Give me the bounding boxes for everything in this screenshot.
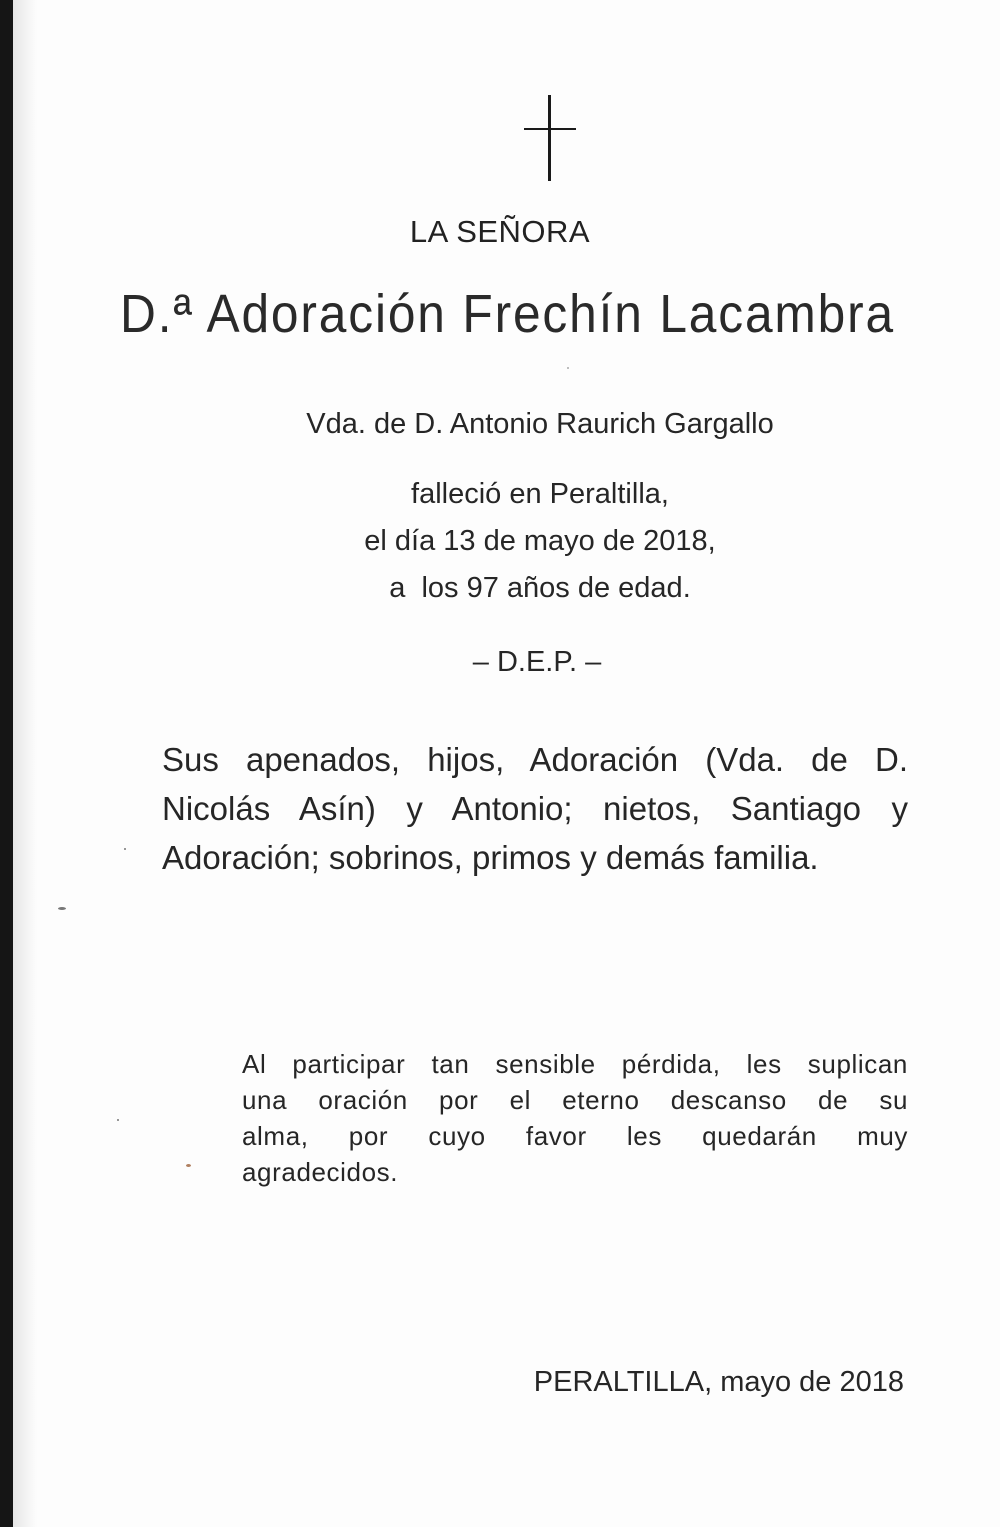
- prayer-line: alma, por cuyo favor les quedarán muy: [242, 1121, 908, 1151]
- paper-speck: [58, 907, 66, 910]
- widow-of: Vda. de D. Antonio Raurich Gargallo: [306, 408, 774, 440]
- prayer-paragraph: [242, 1046, 908, 1190]
- paper-speck: [567, 367, 569, 369]
- rip-line: – D.E.P. –: [472, 646, 602, 678]
- paper-speck: [117, 1119, 119, 1121]
- prayer-line: una oración por el eterno descanso de su: [242, 1085, 908, 1115]
- cross-icon: [524, 95, 576, 181]
- death-details: [0, 471, 1000, 612]
- prayer-line: agradecidos.: [242, 1157, 399, 1187]
- family-line: Sus apenados, hijos, Adoración (Vda. de D.: [162, 741, 908, 778]
- family-line: Adoración; sobrinos, primos y demás familia.: [162, 839, 819, 876]
- death-date: el día 13 de mayo de 2018,: [364, 525, 716, 557]
- deceased-name: D.ª Adoración Frechín Lacambra: [120, 284, 895, 344]
- cross-vertical-bar: [548, 95, 551, 181]
- death-age: a los 97 años de edad.: [389, 572, 691, 604]
- cross-horizontal-bar: [524, 128, 576, 130]
- paper-speck: [124, 848, 126, 850]
- title: LA SEÑORA: [409, 214, 591, 249]
- prayer-line: Al participar tan sensible pérdida, les suplican: [242, 1049, 908, 1079]
- family-paragraph: [162, 735, 908, 882]
- place-date-footer: PERALTILLA, mayo de 2018: [533, 1366, 904, 1398]
- paper-speck: [186, 1164, 191, 1167]
- death-place: falleció en Peraltilla,: [411, 478, 669, 510]
- family-line: Nicolás Asín) y Antonio; nietos, Santiago y: [162, 790, 908, 827]
